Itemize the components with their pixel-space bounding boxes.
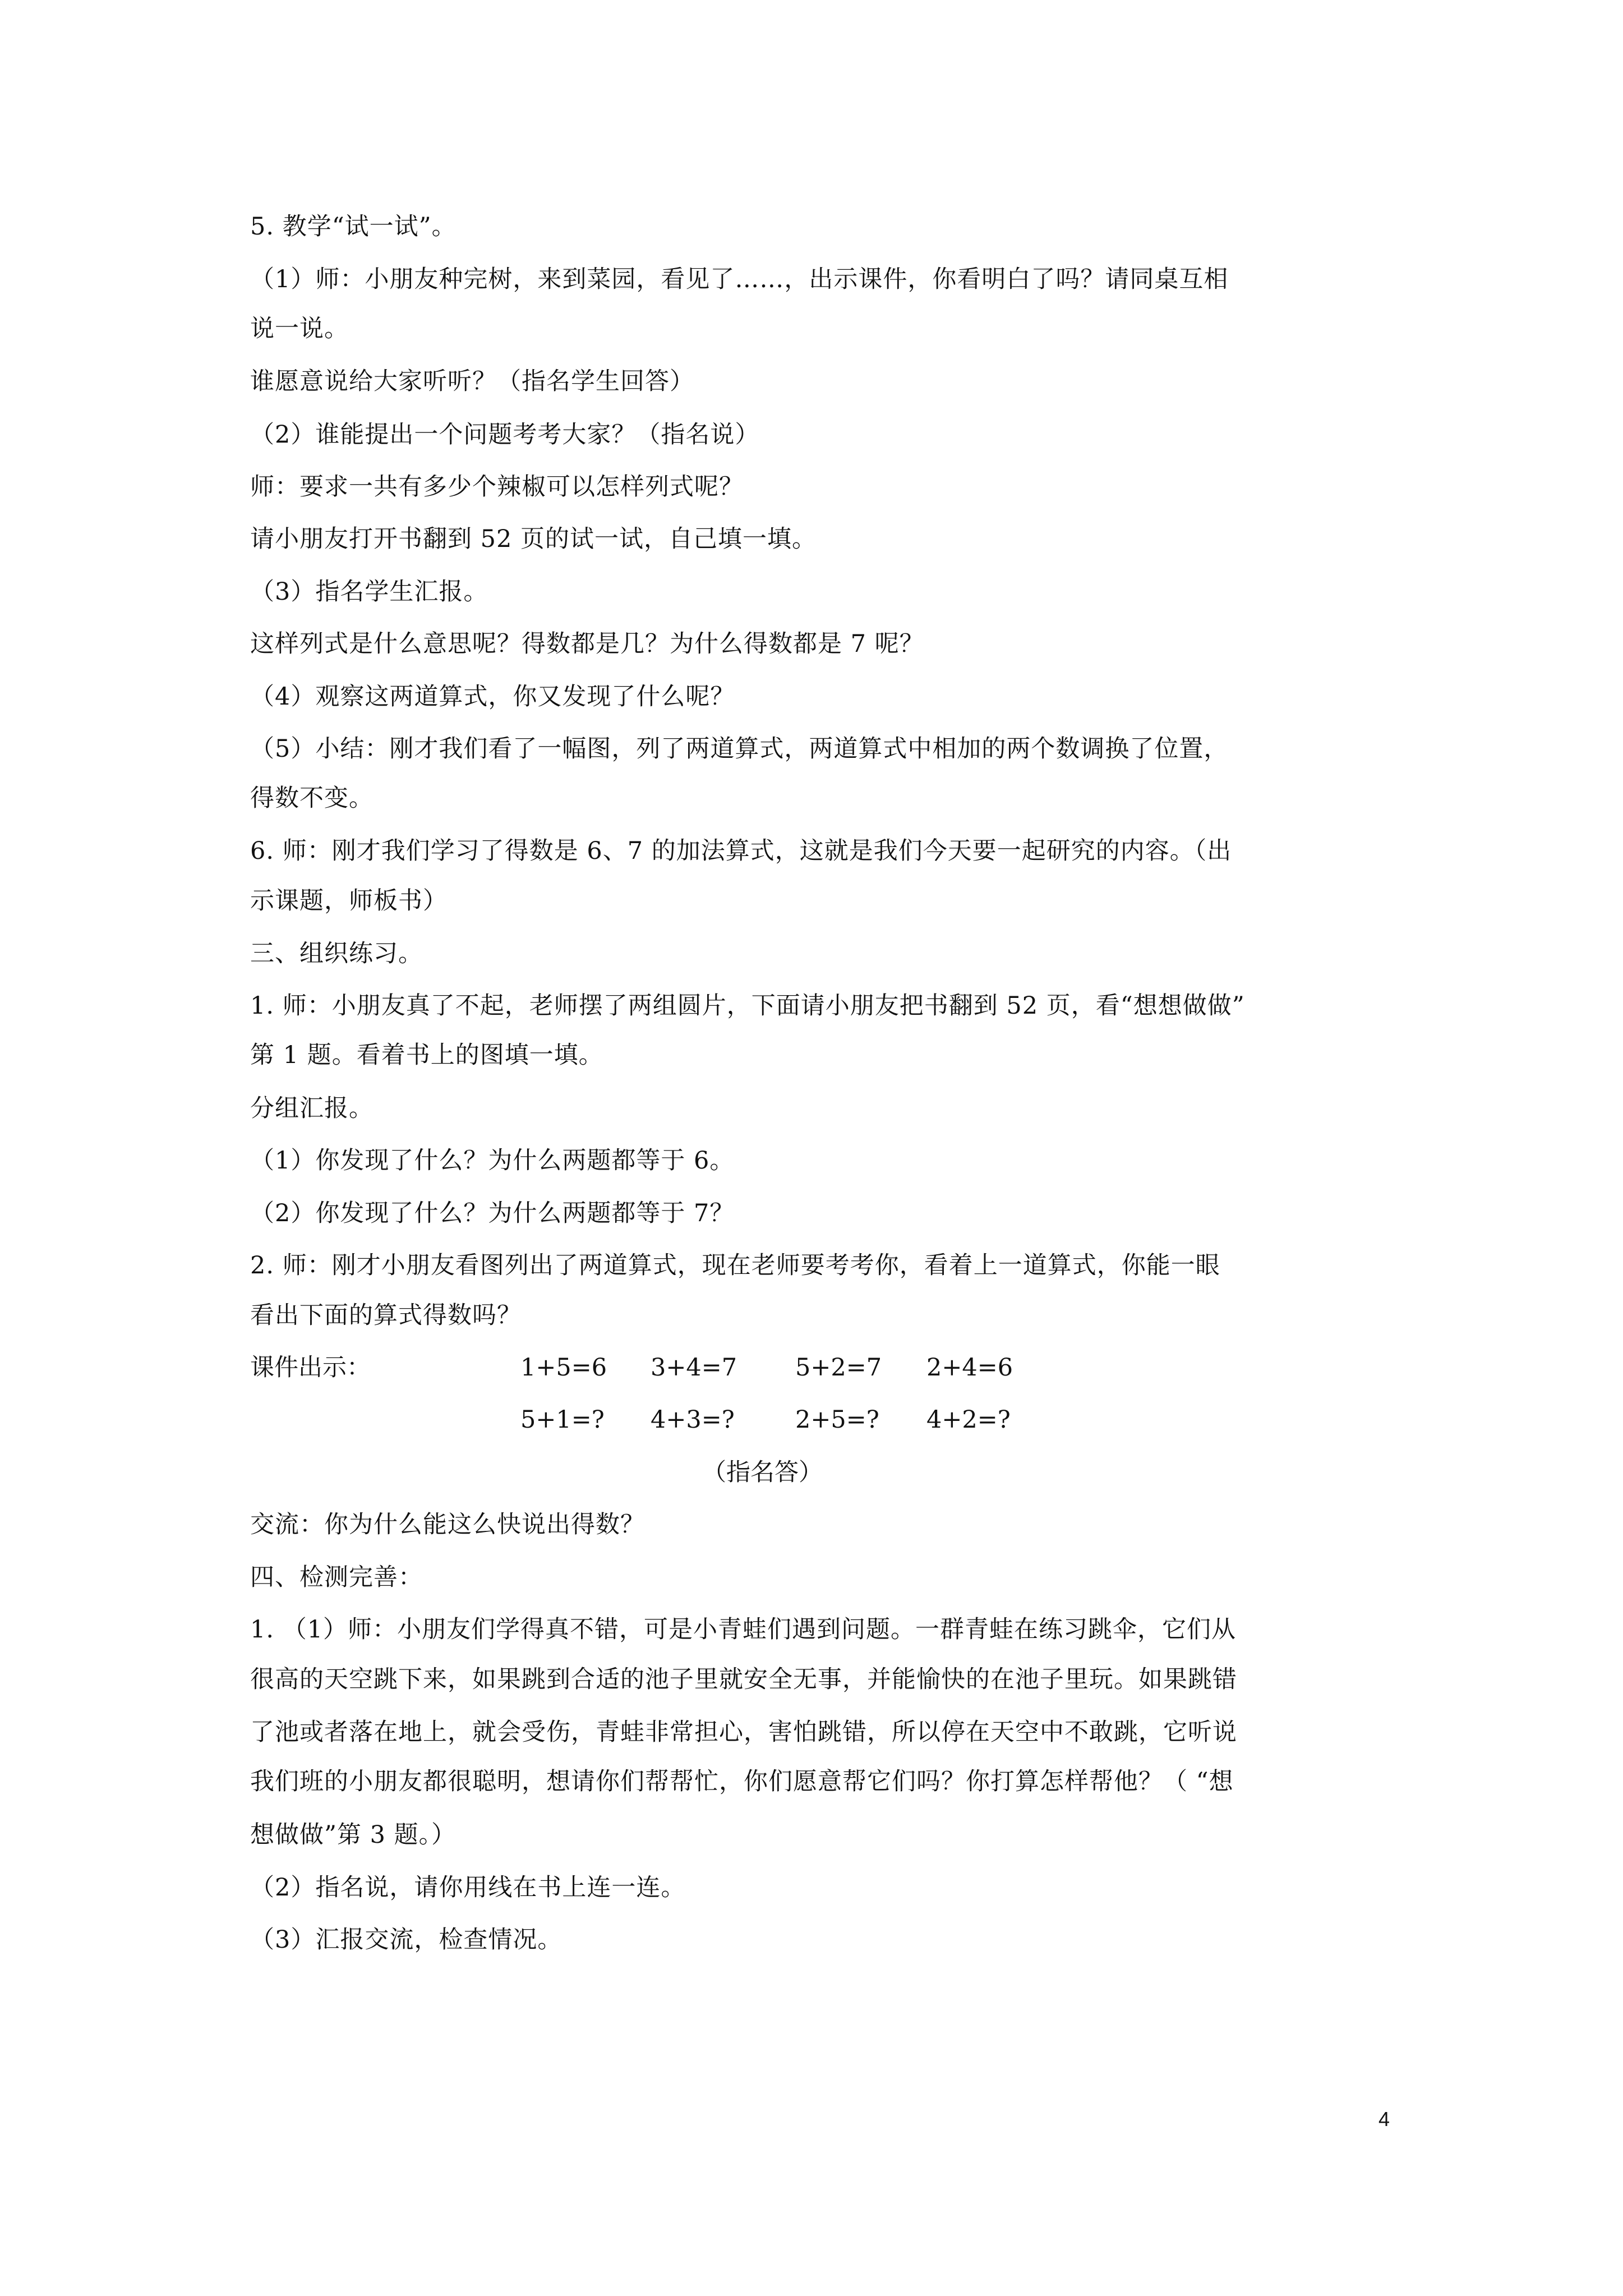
equation: 4+2=?	[926, 1406, 1011, 1434]
text-line: 请小朋友打开书翻到 52 页的试一试，自己填一填。	[250, 525, 817, 553]
text-line: （4）观察这两道算式，你又发现了什么呢？	[250, 683, 735, 711]
text-line: 分组汇报。	[250, 1094, 374, 1122]
text-line: 这样列式是什么意思呢？得数都是几？为什么得数都是 7 呢？	[250, 630, 924, 658]
text-line: 交流：你为什么能这么快说出得数？	[250, 1511, 645, 1539]
text-line: （2）你发现了什么？为什么两题都等于 7？	[250, 1199, 735, 1227]
text-line: （5）小结：刚才我们看了一幅图，列了两道算式，两道算式中相加的两个数调换了位置，	[250, 735, 1229, 763]
text-line: 说一说。	[250, 315, 349, 343]
text-line: 示课题，师板书）	[250, 887, 448, 915]
text-line: （1）师：小朋友种完树，来到菜园，看见了……，出示课件，你看明白了吗？请同桌互相	[250, 265, 1229, 293]
text-line: 我们班的小朋友都很聪明，想请你们帮帮忙，你们愿意帮它们吗？你打算怎样帮他？（ “想	[250, 1768, 1234, 1796]
equation: 4+3=?	[651, 1406, 735, 1434]
equation: 1+5=6	[520, 1354, 607, 1382]
courseware-label: 课件出示：	[250, 1354, 371, 1382]
text-line: （1）你发现了什么？为什么两题都等于 6。	[250, 1147, 735, 1175]
equation: 5+2=7	[795, 1354, 882, 1382]
section-heading: 三、组织练习。	[250, 940, 423, 968]
equation: 2+5=?	[795, 1406, 879, 1434]
text-line: 1. 师：小朋友真了不起，老师摆了两组圆片，下面请小朋友把书翻到 52 页，看“想想做做”	[250, 992, 1245, 1020]
equation: 2+4=6	[926, 1354, 1013, 1382]
text-line: 看出下面的算式得数吗？	[250, 1301, 522, 1329]
equation: 5+1=?	[520, 1406, 605, 1434]
equation: 3+4=7	[651, 1354, 737, 1382]
text-line: 谁愿意说给大家听听？（指名学生回答）	[250, 367, 694, 395]
text-line: 了池或者落在地上，就会受伤，青蛙非常担心，害怕跳错，所以停在天空中不敢跳，它听说	[250, 1718, 1237, 1746]
text-line: 很高的天空跳下来，如果跳到合适的池子里就安全无事，并能愉快的在池子里玩。如果跳错	[250, 1665, 1237, 1694]
text-line: （3）指名学生汇报。	[250, 578, 488, 606]
text-line: 1. （1）师：小朋友们学得真不错，可是小青蛙们遇到问题。一群青蛙在练习跳伞，它们从	[250, 1616, 1237, 1644]
text-line: 第 1 题。看着书上的图填一填。	[250, 1041, 603, 1069]
text-line: 5. 教学“试一试”。	[250, 213, 457, 241]
text-line: 2. 师：刚才小朋友看图列出了两道算式，现在老师要考考你，看着上一道算式，你能一眼	[250, 1251, 1220, 1280]
section-heading: 四、检测完善：	[250, 1563, 423, 1591]
text-line: 得数不变。	[250, 784, 374, 812]
text-line: 师：要求一共有多少个辣椒可以怎样列式呢？	[250, 473, 744, 501]
courseware-note: （指名答）	[702, 1458, 823, 1487]
text-line: （3）汇报交流，检查情况。	[250, 1926, 562, 1954]
text-line: 6. 师：刚才我们学习了得数是 6、7 的加法算式，这就是我们今天要一起研究的内容。（出	[250, 837, 1232, 865]
text-line: （2）指名说，请你用线在书上连一连。	[250, 1874, 686, 1902]
text-line: （2）谁能提出一个问题考考大家？（指名说）	[250, 421, 760, 449]
text-line: 想做做”第 3 题。）	[250, 1821, 457, 1849]
page-number: 4	[1378, 2108, 1390, 2131]
